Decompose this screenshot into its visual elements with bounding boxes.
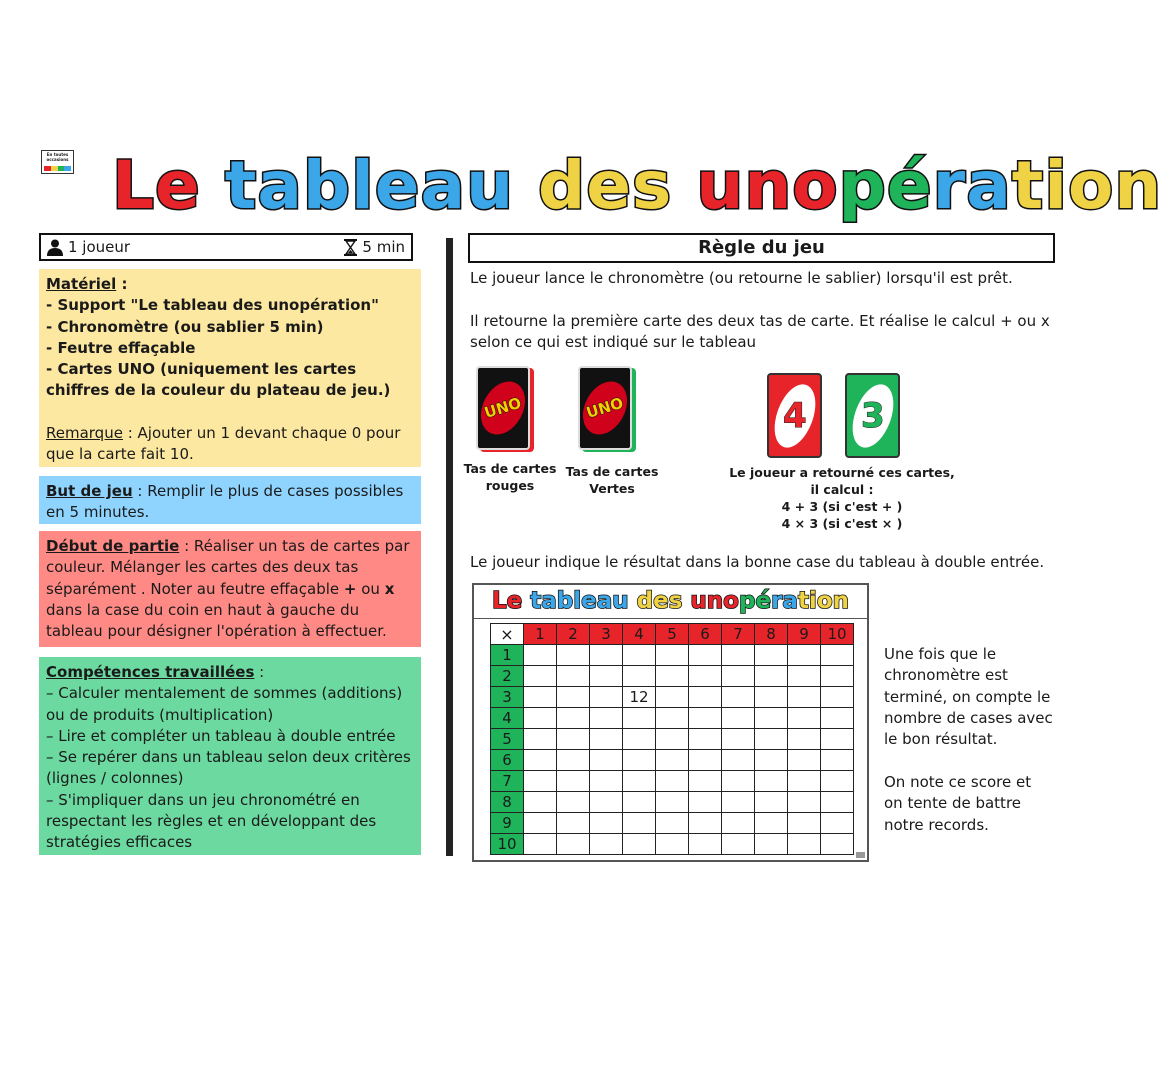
answer-cell[interactable] bbox=[788, 834, 821, 855]
title-word-mini: tion bbox=[797, 588, 849, 614]
answer-cell[interactable] bbox=[524, 834, 557, 855]
answer-cell[interactable] bbox=[689, 834, 722, 855]
rules-paragraph-2: Il retourne la première carte des deux tas de carte. Et réalise le calcul + ou x selon ce qui est indiqué sur le tableau bbox=[470, 312, 1050, 351]
answer-cell[interactable] bbox=[755, 834, 788, 855]
answer-cell[interactable] bbox=[557, 750, 590, 771]
answer-cell[interactable] bbox=[689, 813, 722, 834]
column-header: 7 bbox=[722, 624, 755, 645]
answer-cell[interactable] bbox=[656, 813, 689, 834]
answer-cell[interactable] bbox=[656, 792, 689, 813]
uno-logo: UNO bbox=[482, 393, 524, 423]
answer-cell[interactable] bbox=[788, 729, 821, 750]
title-word: pé bbox=[838, 147, 933, 224]
column-divider bbox=[446, 238, 453, 856]
answer-cell[interactable] bbox=[590, 771, 623, 792]
page-title bbox=[112, 146, 1162, 226]
row-header: 6 bbox=[491, 750, 524, 771]
table-row bbox=[491, 813, 854, 834]
table-row bbox=[491, 729, 854, 750]
answer-cell[interactable] bbox=[656, 645, 689, 666]
answer-cell[interactable] bbox=[623, 708, 656, 729]
double-entry-table bbox=[490, 623, 854, 855]
skills-heading: Compétences travaillées bbox=[46, 663, 255, 681]
materiel-item: - Chronomètre (ou sablier 5 min) bbox=[46, 317, 324, 336]
answer-cell[interactable] bbox=[788, 792, 821, 813]
answer-cell[interactable] bbox=[788, 666, 821, 687]
answer-cell[interactable] bbox=[755, 666, 788, 687]
answer-cell[interactable] bbox=[590, 750, 623, 771]
answer-cell[interactable] bbox=[821, 708, 854, 729]
answer-cell[interactable] bbox=[689, 771, 722, 792]
setup-text-1: : Réaliser un tas de cartes par couleur. Mélanger les cartes des deux tas séparément . Noter au feutre effaçable bbox=[46, 537, 410, 598]
answer-cell[interactable] bbox=[557, 771, 590, 792]
skills-colon: : bbox=[254, 663, 265, 681]
row-header: 9 bbox=[491, 813, 524, 834]
times-symbol: x bbox=[384, 579, 395, 598]
answer-cell[interactable] bbox=[755, 687, 788, 708]
answer-cell[interactable] bbox=[524, 666, 557, 687]
example-line: 4 × 3 (si c'est × ) bbox=[781, 516, 903, 531]
title-word-mini: Le bbox=[491, 588, 523, 614]
answer-cell[interactable] bbox=[722, 834, 755, 855]
answer-cell[interactable] bbox=[788, 708, 821, 729]
setup-text-2: dans la case du coin en haut à gauche du tableau pour désigner l'opération à effectuer. bbox=[46, 600, 387, 641]
brand-logo-stripes bbox=[44, 166, 71, 171]
board-logo bbox=[856, 852, 865, 858]
answer-cell[interactable] bbox=[788, 645, 821, 666]
answer-cell[interactable] bbox=[788, 750, 821, 771]
row-header: 1 bbox=[491, 645, 524, 666]
green-pile-card bbox=[578, 366, 632, 450]
remark-label: Remarque bbox=[46, 423, 123, 442]
answer-cell[interactable] bbox=[755, 729, 788, 750]
answer-cell[interactable] bbox=[722, 645, 755, 666]
answer-cell[interactable] bbox=[755, 750, 788, 771]
board-title bbox=[474, 585, 867, 619]
answer-cell[interactable] bbox=[755, 792, 788, 813]
title-word: Le bbox=[112, 147, 201, 224]
answer-cell[interactable] bbox=[722, 771, 755, 792]
column-header: 9 bbox=[788, 624, 821, 645]
materiel-item: - Support "Le tableau des unopération" bbox=[46, 296, 379, 315]
answer-cell[interactable] bbox=[821, 813, 854, 834]
answer-cell[interactable] bbox=[656, 666, 689, 687]
answer-cell[interactable] bbox=[722, 729, 755, 750]
title-word: tableau bbox=[224, 147, 515, 224]
skill-item: – Calculer mentalement de sommes (additions) ou de produits (multiplication) bbox=[46, 684, 403, 724]
table-row bbox=[491, 771, 854, 792]
game-info-bar bbox=[39, 233, 413, 261]
column-header: 4 bbox=[623, 624, 656, 645]
row-header: 10 bbox=[491, 834, 524, 855]
answer-cell[interactable] bbox=[590, 687, 623, 708]
green-number-card bbox=[845, 373, 900, 458]
title-word-mini: uno bbox=[690, 588, 739, 614]
setup-section bbox=[39, 531, 421, 647]
answer-cell[interactable] bbox=[821, 687, 854, 708]
materiel-section: Matériel : - Support "Le tableau des unopération" - Chronomètre (ou sablier 5 min) - Feutre effaçable - Cartes UNO (uniquement les cartes chiffres de la couleur du plateau de jeu.) Remarque : Ajouter un 1 devant chaque 0 pour que la carte fait 10. bbox=[39, 269, 421, 467]
answer-cell[interactable]: 12 bbox=[623, 687, 656, 708]
answer-cell[interactable] bbox=[557, 834, 590, 855]
answer-cell[interactable] bbox=[590, 792, 623, 813]
materiel-item: - Cartes UNO (uniquement les cartes chiffres de la couleur du plateau de jeu.) bbox=[46, 360, 391, 400]
answer-cell[interactable] bbox=[722, 813, 755, 834]
answer-cell[interactable] bbox=[788, 813, 821, 834]
red-card-value: 4 bbox=[782, 395, 807, 436]
answer-cell[interactable] bbox=[623, 666, 656, 687]
players-count: 1 joueur bbox=[68, 238, 131, 256]
rules-paragraph-3: Le joueur indique le résultat dans la bonne case du tableau à double entrée. bbox=[470, 553, 1045, 571]
column-header: 1 bbox=[524, 624, 557, 645]
answer-cell[interactable] bbox=[623, 813, 656, 834]
answer-cell[interactable] bbox=[755, 813, 788, 834]
answer-cell[interactable] bbox=[821, 771, 854, 792]
answer-cell[interactable] bbox=[656, 750, 689, 771]
column-header: 3 bbox=[590, 624, 623, 645]
green-card-value: 3 bbox=[860, 395, 885, 436]
uno-logo: UNO bbox=[584, 393, 626, 423]
answer-cell[interactable] bbox=[689, 687, 722, 708]
plus-symbol: + bbox=[343, 579, 357, 598]
row-header: 7 bbox=[491, 771, 524, 792]
answer-cell[interactable] bbox=[689, 750, 722, 771]
row-header: 8 bbox=[491, 792, 524, 813]
brand-logo bbox=[41, 150, 74, 174]
skill-item: – S'impliquer dans un jeu chronométré en respectant les règles et en développant des stratégies efficaces bbox=[46, 790, 377, 852]
table-row bbox=[491, 834, 854, 855]
operator-cell[interactable]: × bbox=[491, 624, 524, 645]
skill-item: – Se repérer dans un tableau selon deux critères (lignes / colonnes) bbox=[46, 748, 411, 788]
row-header: 3 bbox=[491, 687, 524, 708]
answer-cell[interactable] bbox=[821, 666, 854, 687]
answer-cell[interactable] bbox=[623, 645, 656, 666]
answer-cell[interactable] bbox=[557, 708, 590, 729]
person-icon bbox=[47, 239, 63, 256]
answer-cell[interactable] bbox=[689, 708, 722, 729]
answer-cell[interactable] bbox=[722, 666, 755, 687]
end-paragraph-2: On note ce score et on tente de battre notre records. bbox=[884, 773, 1032, 834]
or-word: ou bbox=[356, 579, 385, 598]
brand-logo-text: En toutes occasions bbox=[46, 152, 69, 162]
goal-label: But de jeu bbox=[46, 482, 133, 500]
title-word-mini: tableau bbox=[530, 588, 629, 614]
table-row bbox=[491, 792, 854, 813]
answer-cell[interactable] bbox=[689, 645, 722, 666]
example-line: il calcul : bbox=[810, 482, 874, 497]
hourglass-icon bbox=[344, 239, 357, 256]
answer-cell[interactable] bbox=[590, 813, 623, 834]
title-word-mini: des bbox=[636, 588, 683, 614]
game-board bbox=[472, 583, 869, 862]
row-header: 2 bbox=[491, 666, 524, 687]
answer-cell[interactable] bbox=[755, 645, 788, 666]
answer-cell[interactable] bbox=[821, 729, 854, 750]
answer-cell[interactable] bbox=[656, 834, 689, 855]
title-word: des bbox=[538, 147, 673, 224]
materiel-heading: Matériel bbox=[46, 275, 117, 293]
answer-cell[interactable] bbox=[623, 771, 656, 792]
answer-cell[interactable] bbox=[590, 729, 623, 750]
goal-text: : Remplir le plus de cases possibles en 5 minutes. bbox=[46, 482, 404, 522]
remark-text: : Ajouter un 1 devant chaque 0 pour que la carte fait 10. bbox=[46, 423, 401, 464]
answer-cell[interactable] bbox=[524, 708, 557, 729]
answer-cell[interactable] bbox=[557, 813, 590, 834]
answer-cell[interactable] bbox=[821, 645, 854, 666]
rules-heading: Règle du jeu bbox=[468, 233, 1055, 263]
column-header: 5 bbox=[656, 624, 689, 645]
column-header: 10 bbox=[821, 624, 854, 645]
red-pile-card bbox=[476, 366, 530, 450]
example-caption bbox=[722, 464, 962, 532]
answer-cell[interactable] bbox=[788, 687, 821, 708]
answer-cell[interactable] bbox=[821, 792, 854, 813]
end-paragraph-1: Une fois que le chronomètre est terminé, on compte le nombre de cases avec le bon résultat. bbox=[884, 645, 1053, 749]
answer-cell[interactable] bbox=[656, 729, 689, 750]
answer-cell[interactable] bbox=[788, 771, 821, 792]
answer-cell[interactable] bbox=[755, 771, 788, 792]
answer-cell[interactable] bbox=[755, 708, 788, 729]
answer-cell[interactable] bbox=[656, 687, 689, 708]
skills-section bbox=[39, 657, 421, 855]
table-header-row bbox=[491, 624, 854, 645]
title-word: uno bbox=[696, 147, 839, 224]
table-row bbox=[491, 750, 854, 771]
answer-cell[interactable] bbox=[590, 645, 623, 666]
column-header: 2 bbox=[557, 624, 590, 645]
rules-paragraph-1: Le joueur lance le chronomètre (ou retourne le sablier) lorsqu'il est prêt. bbox=[470, 269, 1013, 287]
answer-cell[interactable] bbox=[557, 729, 590, 750]
setup-label: Début de partie bbox=[46, 537, 180, 555]
answer-cell[interactable] bbox=[821, 834, 854, 855]
answer-cell[interactable] bbox=[524, 792, 557, 813]
table-row bbox=[491, 645, 854, 666]
materiel-item: - Feutre effaçable bbox=[46, 338, 196, 357]
table-row bbox=[491, 708, 854, 729]
answer-cell[interactable] bbox=[623, 834, 656, 855]
skill-item: – Lire et compléter un tableau à double entrée bbox=[46, 726, 396, 745]
game-duration: 5 min bbox=[362, 238, 405, 256]
row-header: 4 bbox=[491, 708, 524, 729]
green-pile-label: Tas de cartes Vertes bbox=[565, 464, 659, 496]
table-row bbox=[491, 666, 854, 687]
answer-cell[interactable] bbox=[623, 792, 656, 813]
answer-cell[interactable] bbox=[557, 687, 590, 708]
title-word-mini: pé bbox=[738, 588, 772, 614]
column-header: 6 bbox=[689, 624, 722, 645]
example-line: 4 + 3 (si c'est + ) bbox=[781, 499, 903, 514]
answer-cell[interactable] bbox=[656, 771, 689, 792]
answer-cell[interactable] bbox=[623, 729, 656, 750]
example-line: Le joueur a retourné ces cartes, bbox=[729, 465, 955, 480]
answer-cell[interactable] bbox=[689, 666, 722, 687]
answer-cell[interactable] bbox=[590, 666, 623, 687]
answer-cell[interactable] bbox=[590, 834, 623, 855]
answer-cell[interactable] bbox=[590, 708, 623, 729]
answer-cell[interactable] bbox=[557, 645, 590, 666]
red-number-card bbox=[767, 373, 822, 458]
answer-cell[interactable] bbox=[656, 708, 689, 729]
title-word: tion bbox=[1011, 147, 1162, 224]
answer-cell[interactable] bbox=[557, 792, 590, 813]
answer-cell[interactable] bbox=[623, 750, 656, 771]
answer-cell[interactable] bbox=[722, 792, 755, 813]
answer-cell[interactable] bbox=[524, 771, 557, 792]
answer-cell[interactable] bbox=[524, 687, 557, 708]
title-word: ra bbox=[932, 147, 1012, 224]
red-pile-label: Tas de cartes rouges bbox=[463, 461, 557, 493]
column-header: 8 bbox=[755, 624, 788, 645]
table-row bbox=[491, 687, 854, 708]
answer-cell[interactable] bbox=[722, 708, 755, 729]
answer-cell[interactable] bbox=[689, 729, 722, 750]
goal-section bbox=[39, 476, 421, 524]
answer-cell[interactable] bbox=[722, 750, 755, 771]
answer-cell[interactable] bbox=[722, 687, 755, 708]
title-word-mini: ra bbox=[771, 588, 798, 614]
answer-cell[interactable] bbox=[524, 645, 557, 666]
answer-cell[interactable] bbox=[524, 750, 557, 771]
answer-cell[interactable] bbox=[524, 813, 557, 834]
answer-cell[interactable] bbox=[689, 792, 722, 813]
answer-cell[interactable] bbox=[821, 750, 854, 771]
answer-cell[interactable] bbox=[557, 666, 590, 687]
row-header: 5 bbox=[491, 729, 524, 750]
answer-cell[interactable] bbox=[524, 729, 557, 750]
